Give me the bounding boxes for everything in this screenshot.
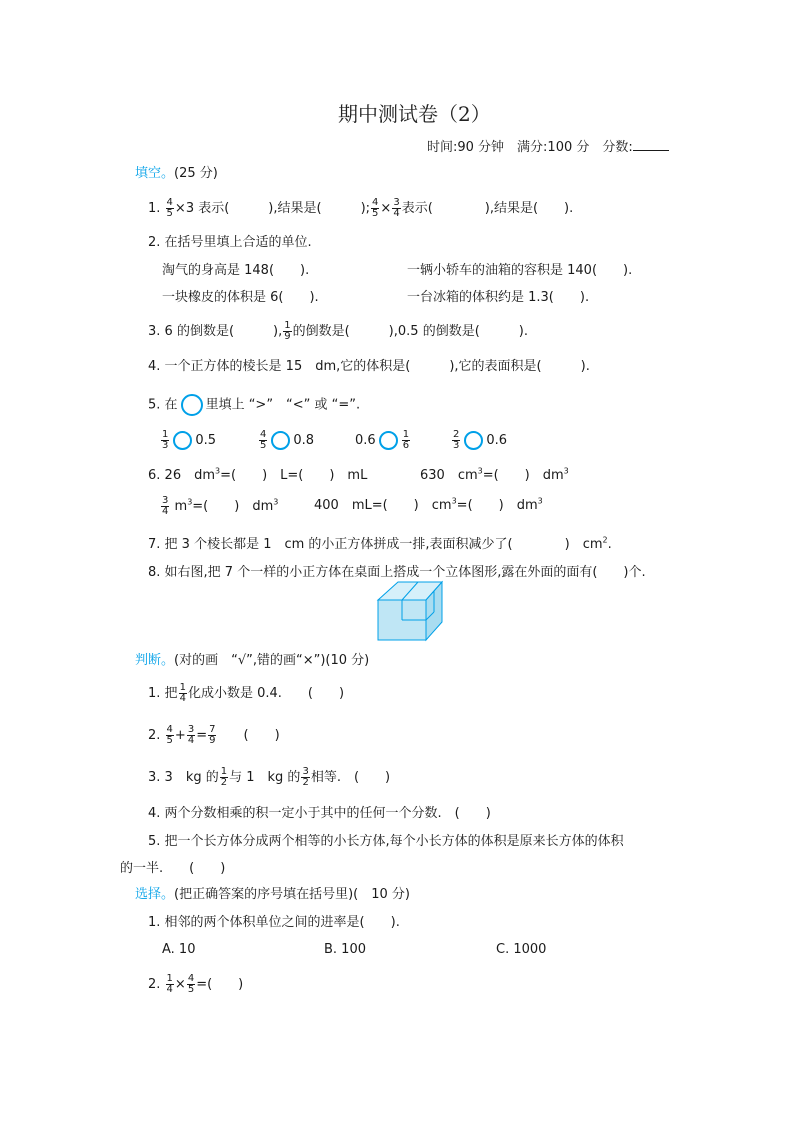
fraction: $\frac{1}{4}$ — [179, 682, 186, 704]
page-title: 期中测试卷（2） — [338, 102, 491, 126]
fraction: $\frac{1}{3}$ — [162, 429, 169, 451]
question-text: 在 — [164, 397, 178, 413]
choice-q1-option-c: C. 1000 — [496, 942, 547, 957]
fill-q2-d: 一台冰箱的体积约是 1.3( ). — [407, 290, 590, 305]
compare-circle[interactable] — [464, 431, 483, 450]
choice-q1-option-b: B. 100 — [324, 942, 366, 957]
section-judge-note: (对的画 “√”,错的画“×”)(10 分) — [174, 653, 370, 668]
fraction: $\frac{1}{4}$ — [166, 973, 173, 995]
fraction: $\frac{3}{4}$ — [187, 724, 195, 746]
fraction: $\frac{2}{3}$ — [453, 429, 460, 451]
fill-q7: 7. 把 3 个棱长都是 1 cm 的小正方体拼成一排,表面积减少了( ) $cm^2$. — [148, 535, 612, 552]
judge-q3: 3. 3 kg 的 $\frac{1}{2}$ 与 1 kg 的 $\frac{3}{2}$ 相等. ( ) — [148, 766, 391, 788]
section-fill-label: 填空。 — [135, 166, 175, 181]
section-judge-label: 判断。 — [135, 653, 175, 668]
section-choice — [135, 887, 410, 903]
compare-item-1: $\frac{1}{3}$ 0.5 — [162, 429, 217, 451]
compare-circle[interactable] — [379, 431, 398, 450]
question-number: 4. — [148, 806, 161, 821]
question-number: 4. — [148, 359, 161, 374]
score-blank — [633, 138, 669, 151]
fill-q2 — [148, 235, 312, 251]
fill-q4 — [148, 359, 590, 375]
compare-item-4: $\frac{2}{3}$ 0.6 — [453, 429, 508, 451]
compare-circle[interactable] — [173, 431, 192, 450]
question-text: 6 的倒数是( ), — [164, 324, 283, 339]
fraction: $\frac{1}{2}$ — [220, 766, 228, 788]
question-number: 2. — [148, 977, 161, 992]
compare-circle[interactable] — [271, 431, 290, 450]
question-number: 2. — [148, 728, 161, 743]
question-text: ×3 表示( ),结果是( ); — [174, 201, 371, 216]
section-choice-label: 选择。 — [135, 887, 175, 902]
question-text: 在括号里填上合适的单位. — [164, 235, 312, 250]
fill-q6-b: 630 $cm^3=$( ) $dm^3$ — [420, 466, 569, 483]
section-choice-note: (把正确答案的序号填在括号里)( 10 分) — [174, 887, 410, 902]
question-number: 1. — [148, 915, 161, 930]
question-text: 一个正方体的棱长是 15 dm,它的体积是( ),它的表面积是( ). — [164, 359, 590, 374]
fill-q6-c: $\frac{3}{4}$ $m^3=$( ) $dm^3$ — [162, 495, 279, 517]
choice-q1: 1. 相邻的两个体积单位之间的进率是( ). — [148, 915, 400, 930]
judge-q5-cont: 的一半. ( ) — [120, 861, 226, 876]
question-number: 2. — [148, 235, 161, 250]
question-number: 8. — [148, 565, 161, 580]
fill-q2-b: 一辆小轿车的油箱的容积是 140( ). — [407, 263, 633, 278]
section-fill — [135, 166, 218, 182]
fraction: $\frac{3}{4}$ — [393, 197, 400, 219]
question-number: 7. — [148, 537, 161, 552]
question-number: 5. — [148, 397, 161, 413]
circle-icon — [181, 394, 203, 416]
fraction: $\frac{4}{5}$ — [187, 973, 195, 995]
fraction: $\frac{4}{5}$ — [372, 197, 379, 219]
fraction: $\frac{1}{6}$ — [402, 429, 410, 451]
fill-q2-a: 淘气的身高是 148( ). — [162, 263, 310, 278]
fill-q3 — [148, 321, 528, 342]
question-number: 5. — [148, 834, 161, 849]
compare-item-2: $\frac{4}{5}$ 0.8 — [260, 429, 315, 451]
judge-q1: 1. 把 $\frac{1}{4}$ 化成小数是 0.4. ( ) — [148, 682, 345, 704]
fill-q8: 8. 如右图,把 7 个一样的小正方体在桌面上搭成一个立体图形,露在外面的面有( )个. — [148, 565, 646, 580]
compare-item-3: 0.6 $\frac{1}{6}$ — [355, 429, 410, 451]
fraction: $\frac{4}{5}$ — [166, 724, 173, 746]
section-fill-note: (25 分) — [174, 166, 218, 181]
question-number: 1. — [148, 201, 161, 216]
question-text: 的倒数是( ),0.5 的倒数是( ). — [292, 324, 528, 339]
fraction: $\frac{1}{9}$ — [284, 320, 291, 342]
fill-q1 — [148, 198, 573, 219]
question-number: 3. — [148, 770, 161, 785]
exam-meta — [427, 138, 669, 156]
fraction: $\frac{4}{5}$ — [260, 429, 267, 451]
cube-figure — [376, 580, 444, 642]
question-number: 1. — [148, 686, 161, 701]
times-sign: × — [380, 201, 392, 216]
question-text: 表示( ),结果是( ). — [401, 201, 574, 216]
judge-q2: 2. $\frac{4}{5}$ + $\frac{3}{4}$ = $\frac{7}{9}$ ( ) — [148, 724, 280, 746]
question-text: 里填上 “>” “<” 或 “=”. — [205, 397, 361, 413]
judge-q4: 4. 两个分数相乘的积一定小于其中的任何一个分数. ( ) — [148, 806, 491, 821]
choice-q1-option-a: A. 10 — [162, 942, 196, 957]
fill-q5 — [148, 394, 360, 416]
fraction: $\frac{4}{5}$ — [166, 197, 173, 219]
fraction: $\frac{7}{9}$ — [209, 724, 216, 746]
fraction: $\frac{3}{4}$ — [162, 495, 169, 517]
choice-q2: 2. $\frac{1}{4}$ × $\frac{4}{5}$ =( ) — [148, 973, 244, 995]
judge-q5: 5. 把一个长方体分成两个相等的小长方体,每个小长方体的体积是原来长方体的体积 — [148, 834, 624, 849]
exam-meta-text: 时间:90 分钟 满分:100 分 分数: — [427, 140, 633, 155]
fill-q2-c: 一块橡皮的体积是 6( ). — [162, 290, 319, 305]
question-number: 6. — [148, 468, 161, 483]
fill-q6-d: 400 mL=( ) $cm^3=$( ) $dm^3$ — [314, 496, 543, 513]
question-number: 3. — [148, 324, 161, 339]
fill-q6-a: 6. 26 $dm^3=$( ) L=( ) mL — [148, 466, 368, 483]
section-judge — [135, 653, 369, 669]
fraction: $\frac{3}{2}$ — [302, 766, 309, 788]
